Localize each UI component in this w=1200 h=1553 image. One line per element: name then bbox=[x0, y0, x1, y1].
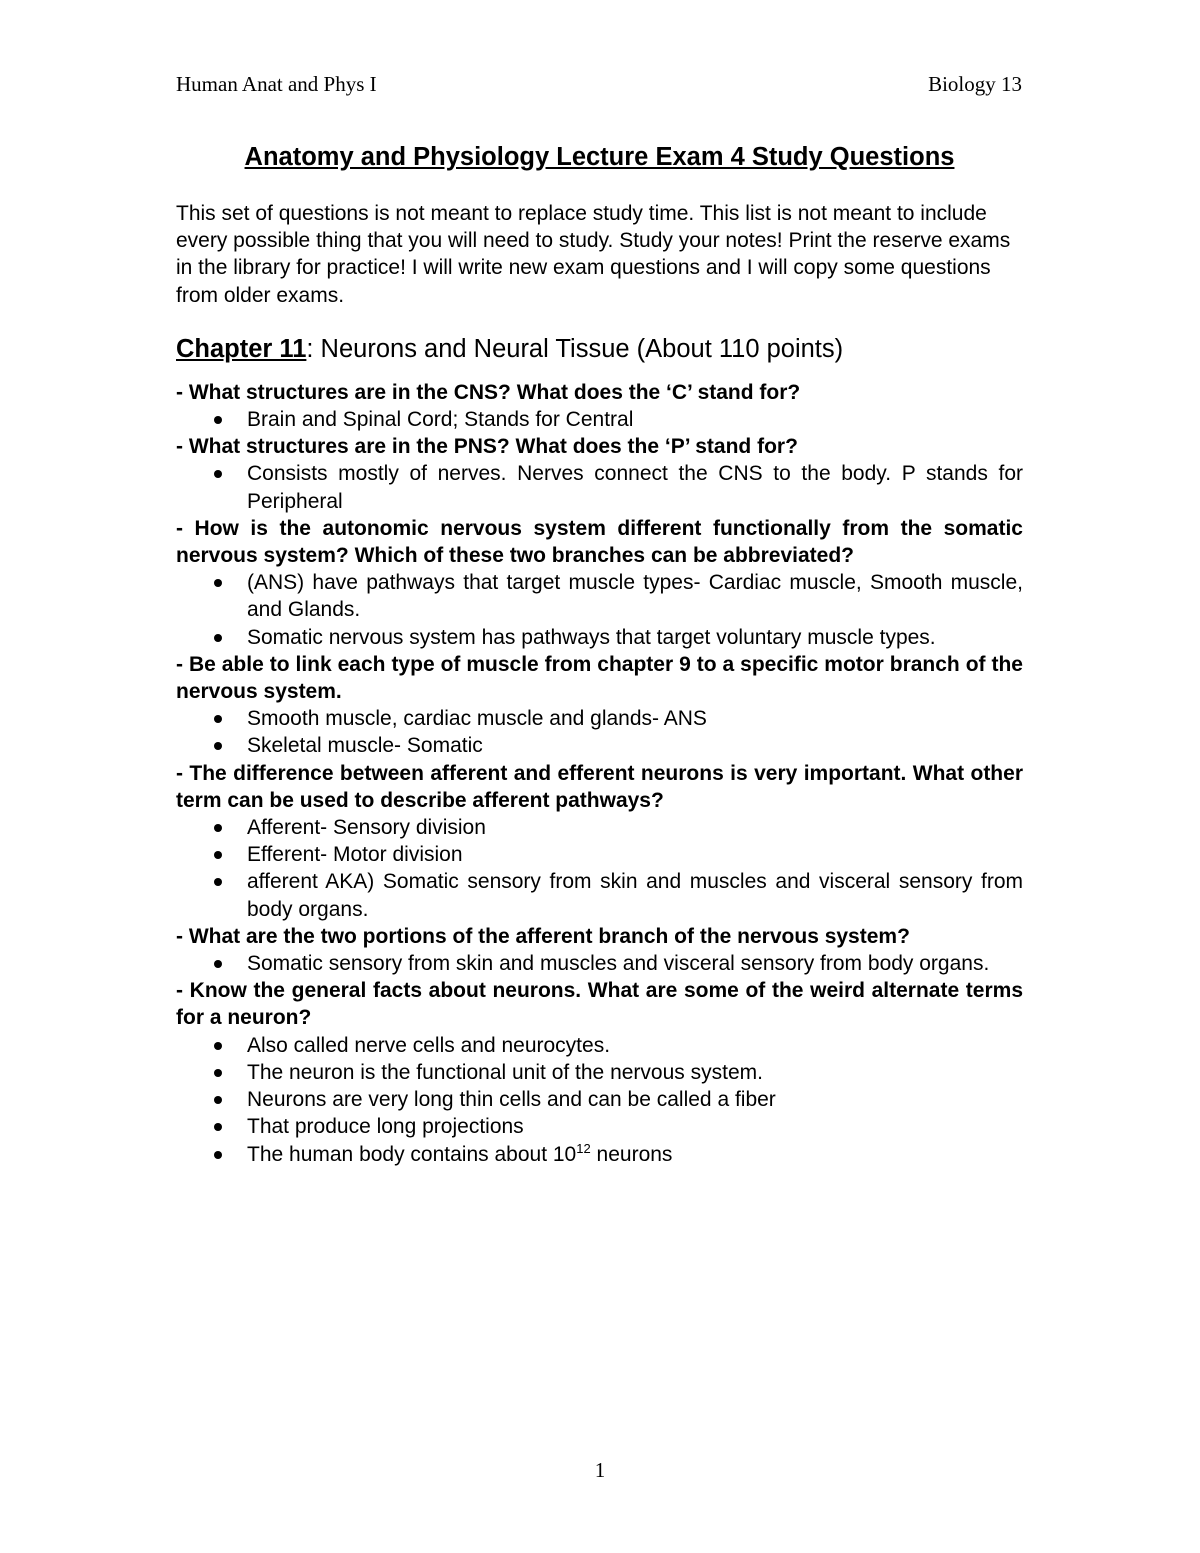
question-autonomic-vs-somatic: - How is the autonomic nervous system different functionally from the somatic nervous system? Which of these two branches can be abbreviated? bbox=[176, 516, 1023, 568]
answer-list bbox=[176, 814, 1023, 923]
question-afferent-efferent: - The difference between afferent and efferent neurons is very important. What other term can be used to describe afferent pathways? bbox=[176, 761, 1023, 812]
bullet-icon bbox=[214, 579, 222, 587]
answer-item bbox=[176, 950, 1023, 977]
answer-item bbox=[176, 406, 1023, 433]
page-number: 1 bbox=[594, 1458, 606, 1482]
answer-list bbox=[176, 1032, 1023, 1168]
question-afferent-portions: - What are the two portions of the afferent branch of the nervous system? bbox=[176, 924, 910, 948]
bullet-icon bbox=[214, 824, 222, 832]
document-title: Anatomy and Physiology Lecture Exam 4 Study Questions bbox=[244, 143, 955, 171]
answer-list bbox=[176, 569, 1023, 651]
bullet-icon bbox=[214, 416, 222, 424]
header-course-number: Biology 13 bbox=[928, 72, 1022, 96]
answer-item bbox=[176, 624, 1023, 651]
answer-text: Smooth muscle, cardiac muscle and glands- ANS bbox=[247, 707, 707, 731]
answer-item bbox=[176, 1086, 1023, 1113]
neuron-count-suffix: neurons bbox=[590, 1142, 673, 1166]
running-header bbox=[176, 72, 1022, 97]
answer-list bbox=[176, 406, 1023, 433]
neuron-count-base: The human body contains about 10 bbox=[247, 1142, 577, 1166]
question-cns: - What structures are in the CNS? What does the ‘C’ stand for? bbox=[176, 380, 801, 404]
answer-text: Efferent- Motor division bbox=[247, 843, 463, 867]
answer-item bbox=[176, 841, 1023, 868]
answer-text: Afferent- Sensory division bbox=[247, 816, 486, 840]
bullet-icon bbox=[214, 634, 222, 642]
answer-list bbox=[176, 705, 1023, 759]
answer-text: The neuron is the functional unit of the nervous system. bbox=[247, 1060, 763, 1084]
answer-text: afferent AKA) Somatic sensory from skin and muscles and visceral sensory from body organs. bbox=[247, 870, 1023, 921]
qa-section bbox=[176, 379, 1023, 1168]
answer-text: That produce long projections bbox=[247, 1115, 524, 1139]
bullet-icon bbox=[214, 878, 222, 886]
answer-item bbox=[176, 868, 1023, 922]
answer-text: Neurons are very long thin cells and can be called a fiber bbox=[247, 1088, 776, 1112]
answer-text: (ANS) have pathways that target muscle types- Cardiac muscle, Smooth muscle, and Glands. bbox=[247, 571, 1023, 622]
answer-item bbox=[176, 1113, 1023, 1140]
answer-item bbox=[176, 460, 1023, 514]
header-course-name: Human Anat and Phys I bbox=[176, 72, 377, 96]
bullet-icon bbox=[214, 1096, 222, 1104]
answer-text: Skeletal muscle- Somatic bbox=[247, 734, 483, 758]
answer-text: Somatic sensory from skin and muscles and visceral sensory from body organs. bbox=[247, 952, 990, 976]
bullet-icon bbox=[214, 1069, 222, 1077]
answer-list bbox=[176, 950, 1023, 977]
answer-item bbox=[176, 705, 1023, 732]
bullet-icon bbox=[214, 1151, 222, 1159]
answer-item bbox=[176, 814, 1023, 841]
chapter-subtitle: : Neurons and Neural Tissue (About 110 points) bbox=[306, 334, 844, 363]
answer-item bbox=[176, 1059, 1023, 1086]
bullet-icon bbox=[214, 960, 222, 968]
neuron-count-exponent: 12 bbox=[576, 1140, 591, 1156]
bullet-icon bbox=[214, 470, 222, 478]
answer-item bbox=[176, 732, 1023, 759]
document-body bbox=[176, 140, 1023, 1168]
answer-item bbox=[176, 1141, 1023, 1168]
answer-text: Consists mostly of nerves. Nerves connect the CNS to the body. P stands for Peripheral bbox=[247, 462, 1023, 513]
chapter-label: Chapter 11 bbox=[176, 334, 307, 363]
bullet-icon bbox=[214, 1042, 222, 1050]
answer-text: Somatic nervous system has pathways that target voluntary muscle types. bbox=[247, 625, 936, 649]
bullet-icon bbox=[214, 851, 222, 859]
answer-text: Brain and Spinal Cord; Stands for Central bbox=[247, 408, 634, 432]
bullet-icon bbox=[214, 1123, 222, 1131]
intro-paragraph: This set of questions is not meant to replace study time. This list is not meant to include every possible thing that you will need to study. Study your notes! Print the reserve exams in the library for practice! I will write new exam questions and I will copy some questions from older exams. bbox=[176, 202, 1011, 307]
answer-list bbox=[176, 460, 1023, 514]
answer-text bbox=[247, 1140, 673, 1166]
question-neuron-facts: - Know the general facts about neurons. What are some of the weird alternate terms for a neuron? bbox=[176, 979, 1023, 1030]
bullet-icon bbox=[214, 742, 222, 750]
question-pns: - What structures are in the PNS? What does the ‘P’ stand for? bbox=[176, 435, 798, 459]
answer-text: Also called nerve cells and neurocytes. bbox=[247, 1033, 611, 1057]
answer-item bbox=[176, 569, 1023, 623]
bullet-icon bbox=[214, 715, 222, 723]
answer-item bbox=[176, 1032, 1023, 1059]
chapter-heading bbox=[176, 333, 1023, 365]
question-muscle-motor-branch: - Be able to link each type of muscle from chapter 9 to a specific motor branch of the nervous system. bbox=[176, 652, 1023, 704]
